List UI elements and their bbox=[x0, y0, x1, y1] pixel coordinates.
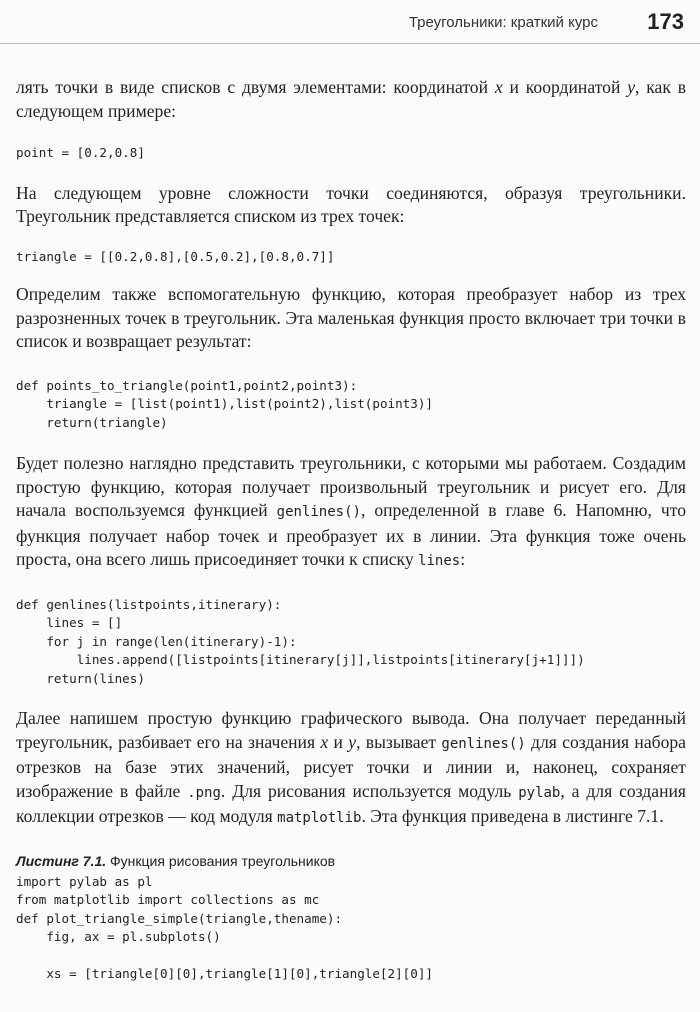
paragraph-3: Определим также вспомогательную функцию, которая преобразует набор из трех разрозненных точек в треугольник. Эта маленькая функция просто включает три точки в список и возвращает результат: bbox=[16, 284, 686, 351]
listing-caption bbox=[16, 853, 686, 869]
text-run: и bbox=[328, 731, 349, 752]
text-run: для создания набора отрезков на базе этих значений, рисует точки и линии и, наконец, сохраняет изображение в файле bbox=[16, 731, 686, 801]
code-block-listing-7-1: import pylab as pl from matplotlib import collections as mc def plot_triangle_simple(triangle,thename): fig, ax = pl.subplots() xs = [triangle[0][0],triangle[1][0],triangle[2][0]] bbox=[16, 873, 434, 981]
paragraph-4 bbox=[16, 452, 686, 574]
listing-label: Листинг 7.1. bbox=[16, 852, 107, 869]
code-block-triangle: triangle = [[0.2,0.8],[0.5,0.2],[0.8,0.7]] bbox=[16, 248, 335, 264]
text-run: , вызывает bbox=[356, 731, 442, 752]
var-y: y bbox=[627, 77, 636, 97]
code-block-points-to-triangle: def points_to_triangle(point1,point2,point3): triangle = [list(point1),list(point2),list(point3)] return(triangle) bbox=[16, 377, 434, 430]
page-header bbox=[0, 0, 700, 50]
text-run: и координатой bbox=[502, 77, 628, 97]
code-block-point: point = [0.2,0.8] bbox=[16, 145, 145, 160]
listing-title: Функция рисования треугольников bbox=[106, 852, 336, 869]
text-run: , а для создания коллекции отрезков — код модуля bbox=[16, 780, 686, 826]
inline-code: .png bbox=[187, 784, 221, 801]
page-number: 173 bbox=[647, 9, 684, 34]
text-run: . Для рисования используется модуль bbox=[220, 780, 519, 801]
text-run: , как в следующем примере: bbox=[16, 77, 687, 121]
paragraph-5 bbox=[16, 707, 686, 831]
header-rule bbox=[0, 43, 700, 44]
text-run: лять точки в виде списков с двумя элементами: координатой bbox=[16, 77, 495, 97]
text-run: : bbox=[460, 549, 466, 569]
inline-code: pylab bbox=[518, 784, 561, 801]
text-run: . Эта функция приведена в листинге 7.1. bbox=[361, 806, 664, 826]
inline-code: genlines() bbox=[441, 735, 526, 752]
paragraph-1 bbox=[16, 76, 686, 123]
inline-code: matplotlib bbox=[277, 810, 362, 826]
var-y: y bbox=[348, 731, 357, 752]
running-title: Треугольники: краткий курс bbox=[408, 14, 598, 31]
paragraph-2: На следующем уровне сложности точки соединяются, образуя треугольники. Треугольник представляется списком из трех точек: bbox=[16, 182, 686, 226]
text-run: , определенной в главе 6. Напомню, что функция получает набор точек и преобразует их в линии. Эта функция тоже очень проста, она всего лишь присоединяет точки к списку bbox=[16, 500, 686, 569]
text-run: Далее напишем простую функцию графического вывода. Она получает переданный треугольник, разбивает его на значения bbox=[16, 708, 686, 752]
code-block-genlines: def genlines(listpoints,itinerary): lines = [] for j in range(len(itinerary)-1): lines.append([listpoints[itinerary[j]],listpoints[itinerary[j+1]]]) return(lines) bbox=[16, 596, 585, 686]
inline-code: lines bbox=[418, 553, 461, 569]
var-x: x bbox=[320, 731, 329, 752]
inline-code: genlines() bbox=[276, 504, 361, 520]
page-body bbox=[16, 76, 686, 984]
var-x: x bbox=[494, 77, 503, 97]
text-run: Будет полезно наглядно представить треугольники, с которыми мы работаем. Создадим простую функцию, которая получает произвольный треугольник и рисует его. Для начала воспользуемся функцией bbox=[16, 453, 686, 520]
